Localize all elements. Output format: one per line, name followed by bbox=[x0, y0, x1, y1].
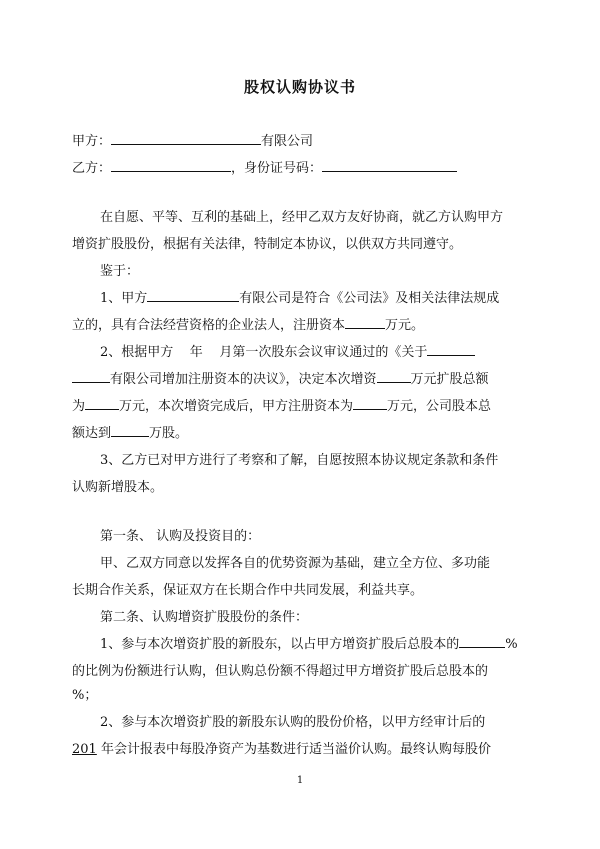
whereas-2-line-2 bbox=[72, 370, 552, 390]
party-a-line bbox=[72, 132, 552, 152]
article-2-title: 第二条、认购增资扩股股份的条件： bbox=[100, 610, 309, 625]
intro-line-1: 在自愿、平等、互利的基础上，经甲乙双方友好协商，就乙方认购甲方 bbox=[100, 210, 504, 225]
whereas-2-text-5: 万元，本次增资完成后，甲方注册资本为 bbox=[119, 399, 354, 414]
whereas-1-text: 有限公司是符合《公司法》及相关法律法规成 bbox=[239, 291, 500, 306]
company-name-field-2[interactable] bbox=[72, 370, 110, 383]
party-a-label: 甲方： bbox=[72, 134, 112, 149]
expansion-total-field[interactable] bbox=[85, 397, 119, 410]
whereas-2-line-4 bbox=[72, 424, 552, 444]
total-shares-field[interactable] bbox=[111, 424, 149, 437]
audit-year-field[interactable]: 201 bbox=[72, 742, 97, 757]
article-2-clause-1-line-2: 的比例为份额进行认购，但认购总份额不得超过甲方增资扩股后总股本的 bbox=[72, 664, 489, 679]
whereas-1-line-1 bbox=[100, 289, 552, 309]
article-1-line-1: 甲、乙双方同意以发挥各自的优势资源为基础，建立全方位、多功能 bbox=[100, 556, 491, 571]
party-b-id-label: ，身份证号码： bbox=[231, 161, 323, 176]
whereas-2-text-2: 有限公司增加注册资本的决议》，决定本次增资 bbox=[110, 372, 377, 387]
article-2-clause-2-line-2 bbox=[72, 740, 552, 760]
party-b-line bbox=[72, 159, 552, 179]
whereas-2-text-3: 万元扩股总额 bbox=[410, 372, 489, 387]
whereas-heading: 鉴于： bbox=[100, 264, 140, 279]
article-1-line-2: 长期合作关系，保证双方在长期合作中共同发展，利益共享。 bbox=[72, 583, 424, 598]
whereas-1-prefix: 1、甲方 bbox=[100, 291, 148, 306]
percent-sign: % bbox=[505, 637, 518, 652]
whereas-2-text-6: 万元，公司股本总 bbox=[387, 399, 492, 414]
whereas-2-text-8: 万股。 bbox=[149, 426, 189, 441]
article-2-clause-1-line-3: %； bbox=[72, 688, 98, 703]
whereas-3-line-2: 认购新增股本。 bbox=[72, 480, 164, 495]
party-b-id-field[interactable] bbox=[322, 159, 457, 172]
article-2-clause-2-line-1: 2、参与本次增资扩股的新股东认购的股份价格，以甲方经审计后的 bbox=[100, 715, 486, 730]
whereas-2-text-7: 额达到 bbox=[72, 426, 112, 441]
resolution-name-field[interactable] bbox=[427, 343, 475, 356]
party-a-suffix: 有限公司 bbox=[261, 134, 314, 149]
document-title: 股权认购协议书 bbox=[243, 78, 356, 96]
party-b-name-field[interactable] bbox=[111, 159, 231, 172]
intro-line-2: 增资扩股股份，根据有关法律，特制定本协议，以供双方共同遵守。 bbox=[72, 237, 463, 252]
whereas-3-line-1: 3、乙方已对甲方进行了考察和了解，自愿按照本协议规定条款和条件 bbox=[100, 453, 499, 468]
whereas-2-line-3 bbox=[72, 397, 552, 417]
whereas-1-unit: 万元。 bbox=[385, 318, 425, 333]
whereas-2-line-1 bbox=[100, 343, 552, 363]
article-2-clause-2-text: 年会计报表中每股净资产为基数进行适当溢价认购。最终认购每股价 bbox=[96, 742, 491, 757]
new-capital-field[interactable] bbox=[353, 397, 387, 410]
page-number: 1 bbox=[296, 775, 304, 786]
article-2-clause-1-line-1 bbox=[100, 635, 552, 655]
whereas-2-text-4: 为 bbox=[72, 399, 86, 414]
article-1-title: 第一条、 认购及投资目的： bbox=[100, 529, 261, 544]
whereas-2-text-1: 2、根据甲方 年 月第一次股东会议审议通过的《关于 bbox=[100, 345, 428, 360]
company-name-field[interactable] bbox=[147, 289, 239, 302]
whereas-1-text-2: 立的，具有合法经营资格的企业法人，注册资本 bbox=[72, 318, 346, 333]
whereas-1-line-2 bbox=[72, 316, 552, 336]
capital-increase-field[interactable] bbox=[377, 370, 411, 383]
party-a-name-field[interactable] bbox=[111, 132, 261, 145]
registered-capital-field[interactable] bbox=[345, 316, 385, 329]
share-percent-field[interactable] bbox=[459, 635, 505, 648]
party-b-label: 乙方： bbox=[72, 161, 112, 176]
article-2-clause-1-text: 1、参与本次增资扩股的新股东，以占甲方增资扩股后总股本的 bbox=[100, 637, 460, 652]
